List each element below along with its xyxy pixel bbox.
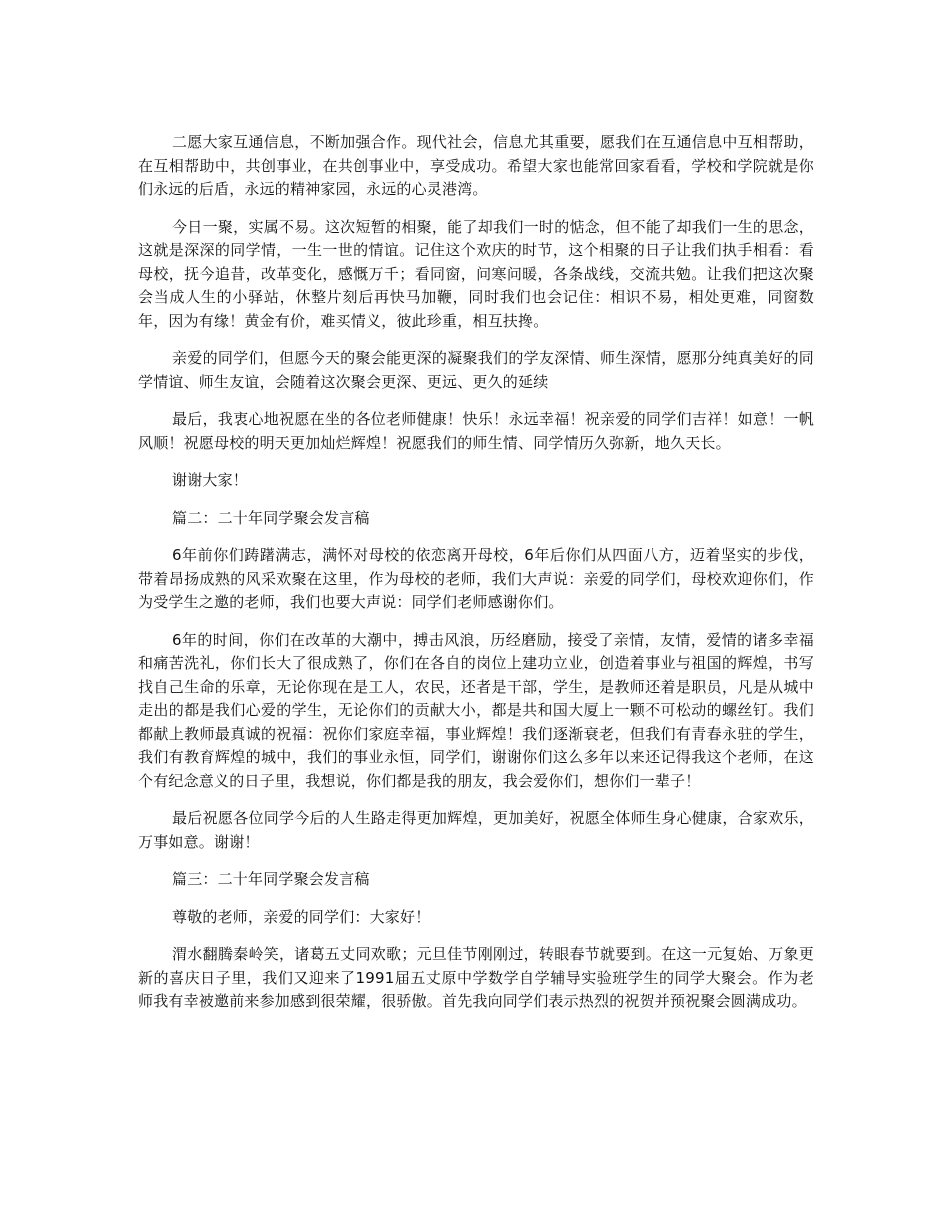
paragraph-thanks: 谢谢大家！ <box>172 471 249 489</box>
section-heading-part-two: 篇二：二十年同学聚会发言稿 <box>172 508 370 527</box>
document-page <box>138 131 814 1028</box>
paragraph-wish-two: 二愿大家互通信息，不断加强合作。现代社会，信息尤其重要，愿我们在互通信息中互相帮助，在互相帮助中，共创事业，在共创事业中，享受成功。希望大家也能常回家看看，学校和学院就是你们永远的后盾，永远的精神家园，永远的心灵港湾。 <box>138 133 814 198</box>
section-heading-part-three: 篇三：二十年同学聚会发言稿 <box>172 870 370 888</box>
paragraph-greeting: 尊敬的老师，亲爱的同学们：大家好！ <box>172 907 431 926</box>
paragraph-weishui: 渭水翻腾秦岭笑，诸葛五丈同欢歌；元旦佳节刚刚过，转眼春节就要到。在这一元复始、万象更新的喜庆日子里，我们又迎来了1991届五丈原中学数学自学辅导实验班学生的同学大聚会。作为老师我有幸被邀前来参加感到很荣耀，很骄傲。首先我向同学们表示热烈的祝贺并预祝聚会圆满成功。 <box>138 945 814 1010</box>
paragraph-gathering: 今日一聚，实属不易。这次短暂的相聚，能了却我们一时的惦念，但不能了却我们一生的思念，这就是深深的同学情，一生一世的情谊。记住这个欢庆的时节，这个相聚的日子让我们执手相看：看母校，抚今追昔，改革变化，感慨万千；看同窗，问寒问暖，各条战线，交流共勉。让我们把这次聚会当成人生的小驿站，休整片刻后再快马加鞭，同时我们也会记住：相识不易，相处更难，同窗数年，因为有缘！黄金有价，难买情义，彼此珍重，相互扶搀。 <box>138 217 814 330</box>
paragraph-dear-classmates: 亲爱的同学们，但愿今天的聚会能更深的凝聚我们的学友深情、师生深情，愿那分纯真美好的同学情谊、师生友谊，会随着这次聚会更深、更远、更久的延续 <box>138 349 814 391</box>
paragraph-six-years-time: 6年的时间，你们在改革的大潮中，搏击风浪，历经磨励，接受了亲情，友情，爱情的诸多幸福和痛苦洗礼，你们长大了很成熟了，你们在各自的岗位上建功立业，创造着事业与祖国的辉煌，书写找自己生命的乐章，无论你现在是工人，农民，还者是干部，学生，是教师还着是职员，凡是从城中走出的都是我们心爱的学生，无论你们的贡献大小，都是共和国大厦上一颗不可松动的螺丝钉。我们都献上教师最真诚的祝福：祝你们家庭幸福，事业辉煌！我们逐渐衰老，但我们有青春永驻的学生，我们有教育辉煌的城中，我们的事业永恒，同学们，谢谢你们这么多年以来还记得我这个老师，在这个有纪念意义的日子里，我想说，你们都是我的朋友，我会爱你们，想你们一辈子！ <box>138 630 814 790</box>
paragraph-closing-wishes: 最后祝愿各位同学今后的人生路走得更加辉煌，更加美好，祝愿全体师生身心健康，合家欢乐，万事如意。谢谢！ <box>138 809 814 851</box>
paragraph-final-wishes: 最后，我衷心地祝愿在坐的各位老师健康！快乐！永远幸福！祝亲爱的同学们吉祥！如意！一帆风顺！祝愿母校的明天更加灿烂辉煌！祝愿我们的师生情、同学情历久弥新，地久天长。 <box>138 410 814 452</box>
paragraph-six-years-ago: 6年前你们踌躇满志，满怀对母校的依恋离开母校，6年后你们从四面八方，迈着坚实的步伐，带着昂扬成熟的风采欢聚在这里，作为母校的老师，我们大声说：亲爱的同学们，母校欢迎你们，作为受学生之邀的老师，我们也要大声说：同学们老师感谢你们。 <box>138 546 814 611</box>
